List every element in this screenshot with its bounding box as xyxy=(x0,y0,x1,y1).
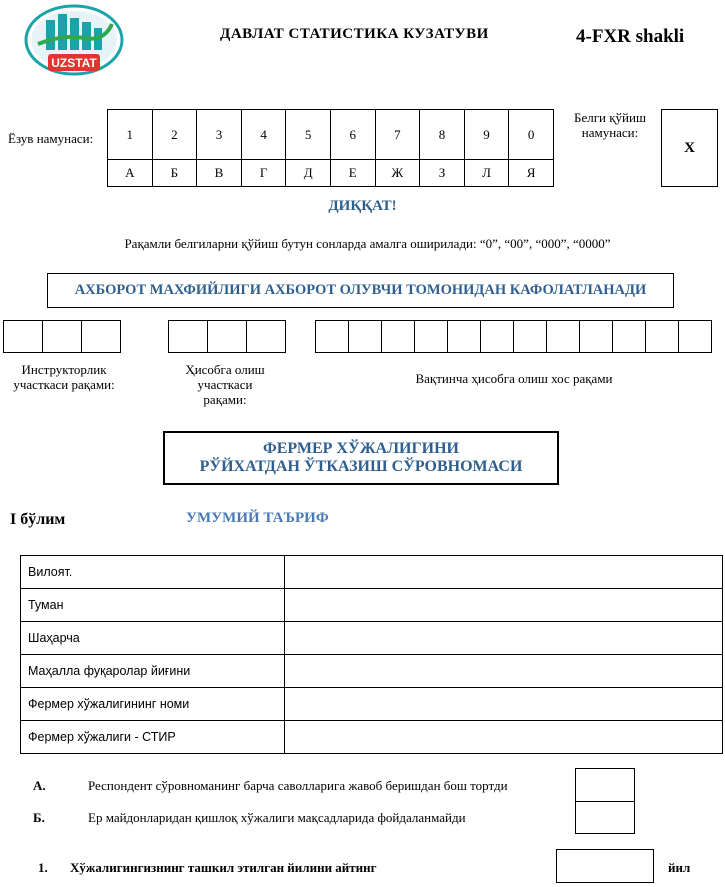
label-line: участкаси xyxy=(197,377,253,392)
code-box[interactable] xyxy=(81,320,121,353)
row-value-field[interactable] xyxy=(285,721,723,754)
sample-digit: 4 xyxy=(241,110,286,160)
code-box[interactable] xyxy=(678,320,712,353)
general-info-table xyxy=(20,555,723,754)
founding-year-input[interactable] xyxy=(556,849,654,883)
sample-digit: 2 xyxy=(152,110,197,160)
section-title: УМУМИЙ ТАЪРИФ xyxy=(186,510,329,526)
sample-label: Ёзув намунаси: xyxy=(8,131,94,146)
sample-digit: 7 xyxy=(375,110,420,160)
code-box[interactable] xyxy=(381,320,415,353)
temporary-code-boxes xyxy=(315,320,712,353)
code-box[interactable] xyxy=(42,320,82,353)
question-b-letter: Б. xyxy=(33,810,45,825)
sample-letter: Я xyxy=(509,160,554,187)
temporary-code-label: Вақтинча ҳисобга олиш хос рақами xyxy=(415,371,613,386)
code-box[interactable] xyxy=(513,320,547,353)
attention-title: ДИҚҚАТ! xyxy=(328,198,397,214)
sample-digit: 5 xyxy=(286,110,331,160)
attention-note: Рақамли белгиларни қўйиш бутун сонларда амалга оширилади: “0”, “00”, “000”, “0000” xyxy=(124,236,611,251)
mark-label-line: Белги қўйиш xyxy=(573,110,646,125)
sample-letter: Б xyxy=(152,160,197,187)
form-title-line: ФЕРМЕР ХЎЖАЛИГИНИ xyxy=(263,440,459,457)
code-box[interactable] xyxy=(207,320,247,353)
sample-digit: 0 xyxy=(509,110,554,160)
form-title xyxy=(163,431,559,485)
section-number: I бўлим xyxy=(10,511,66,528)
sample-table xyxy=(107,109,554,187)
table-row xyxy=(21,721,723,754)
logo-text: UZSTAT xyxy=(51,56,97,70)
sample-letter: Д xyxy=(286,160,331,187)
sample-digit: 6 xyxy=(330,110,375,160)
row-label: Шаҳарча xyxy=(21,622,285,655)
row-value-field[interactable] xyxy=(285,556,723,589)
account-code-boxes xyxy=(168,320,286,353)
form-code: 4-FXR shakli xyxy=(576,26,685,47)
label-line: участкаси рақами: xyxy=(13,377,115,392)
row-label: Туман xyxy=(21,589,285,622)
survey-title: ДАВЛАТ СТАТИСТИКА КУЗАТУВИ xyxy=(220,26,489,42)
code-box[interactable] xyxy=(168,320,208,353)
table-row xyxy=(21,556,723,589)
code-box[interactable] xyxy=(480,320,514,353)
label-line: Инструкторлик xyxy=(21,362,107,377)
question-a-checkbox[interactable] xyxy=(575,768,635,802)
table-row xyxy=(21,622,723,655)
question-a-letter: А. xyxy=(33,778,46,793)
row-label: Вилоят. xyxy=(21,556,285,589)
row-value-field[interactable] xyxy=(285,589,723,622)
label-line: Ҳисобга олиш xyxy=(185,362,265,377)
code-box[interactable] xyxy=(447,320,481,353)
sample-digit: 9 xyxy=(464,110,509,160)
table-row xyxy=(21,688,723,721)
code-box[interactable] xyxy=(3,320,43,353)
row-label: Фермер хўжалигининг номи xyxy=(21,688,285,721)
sample-letter: В xyxy=(197,160,242,187)
code-box[interactable] xyxy=(414,320,448,353)
row-label: Маҳалла фуқаролар йиғини xyxy=(21,655,285,688)
code-box[interactable] xyxy=(246,320,286,353)
sample-letter: Ж xyxy=(375,160,420,187)
question-b-checkbox[interactable] xyxy=(575,801,635,834)
sample-letter: Г xyxy=(241,160,286,187)
sample-letter: А xyxy=(108,160,153,187)
code-box[interactable] xyxy=(546,320,580,353)
question-1-number: 1. xyxy=(38,860,48,875)
sample-digit: 1 xyxy=(108,110,153,160)
code-box[interactable] xyxy=(612,320,646,353)
label-line: рақами: xyxy=(203,392,247,407)
mark-label-line: намунаси: xyxy=(581,125,639,140)
instructor-code-label xyxy=(0,362,128,392)
confidentiality-banner: АХБОРОТ МАХФИЙЛИГИ АХБОРОТ ОЛУВЧИ ТОМОНИДАН КАФОЛАТЛАНАДИ xyxy=(47,273,674,308)
mark-label xyxy=(560,110,660,140)
form-title-line: РЎЙХАТДАН ЎТКАЗИШ СЎРОВНОМАСИ xyxy=(199,458,523,475)
instructor-code-boxes xyxy=(3,320,121,353)
row-value-field[interactable] xyxy=(285,622,723,655)
code-box[interactable] xyxy=(315,320,349,353)
code-box[interactable] xyxy=(645,320,679,353)
table-row xyxy=(21,589,723,622)
row-label: Фермер хўжалиги - СТИР xyxy=(21,721,285,754)
sample-letter: Е xyxy=(330,160,375,187)
sample-letter: З xyxy=(420,160,465,187)
code-box[interactable] xyxy=(579,320,613,353)
sample-digit: 8 xyxy=(420,110,465,160)
question-a-text: Респондент сўровноманинг барча саволларига жавоб беришдан бош тортди xyxy=(88,778,508,793)
account-code-label xyxy=(165,362,285,407)
table-row xyxy=(21,655,723,688)
year-unit-label: йил xyxy=(668,860,691,875)
uzstat-logo xyxy=(24,4,124,76)
question-1-text: Хўжалигингизнинг ташкил этилган йилини айтинг xyxy=(70,860,377,875)
code-box[interactable] xyxy=(348,320,382,353)
mark-sample-box: X xyxy=(661,109,718,187)
question-b-text: Ер майдонларидан қишлоқ хўжалиги мақсадларида фойдаланмайди xyxy=(88,810,466,825)
row-value-field[interactable] xyxy=(285,655,723,688)
row-value-field[interactable] xyxy=(285,688,723,721)
sample-digit: 3 xyxy=(197,110,242,160)
sample-letter: Л xyxy=(464,160,509,187)
